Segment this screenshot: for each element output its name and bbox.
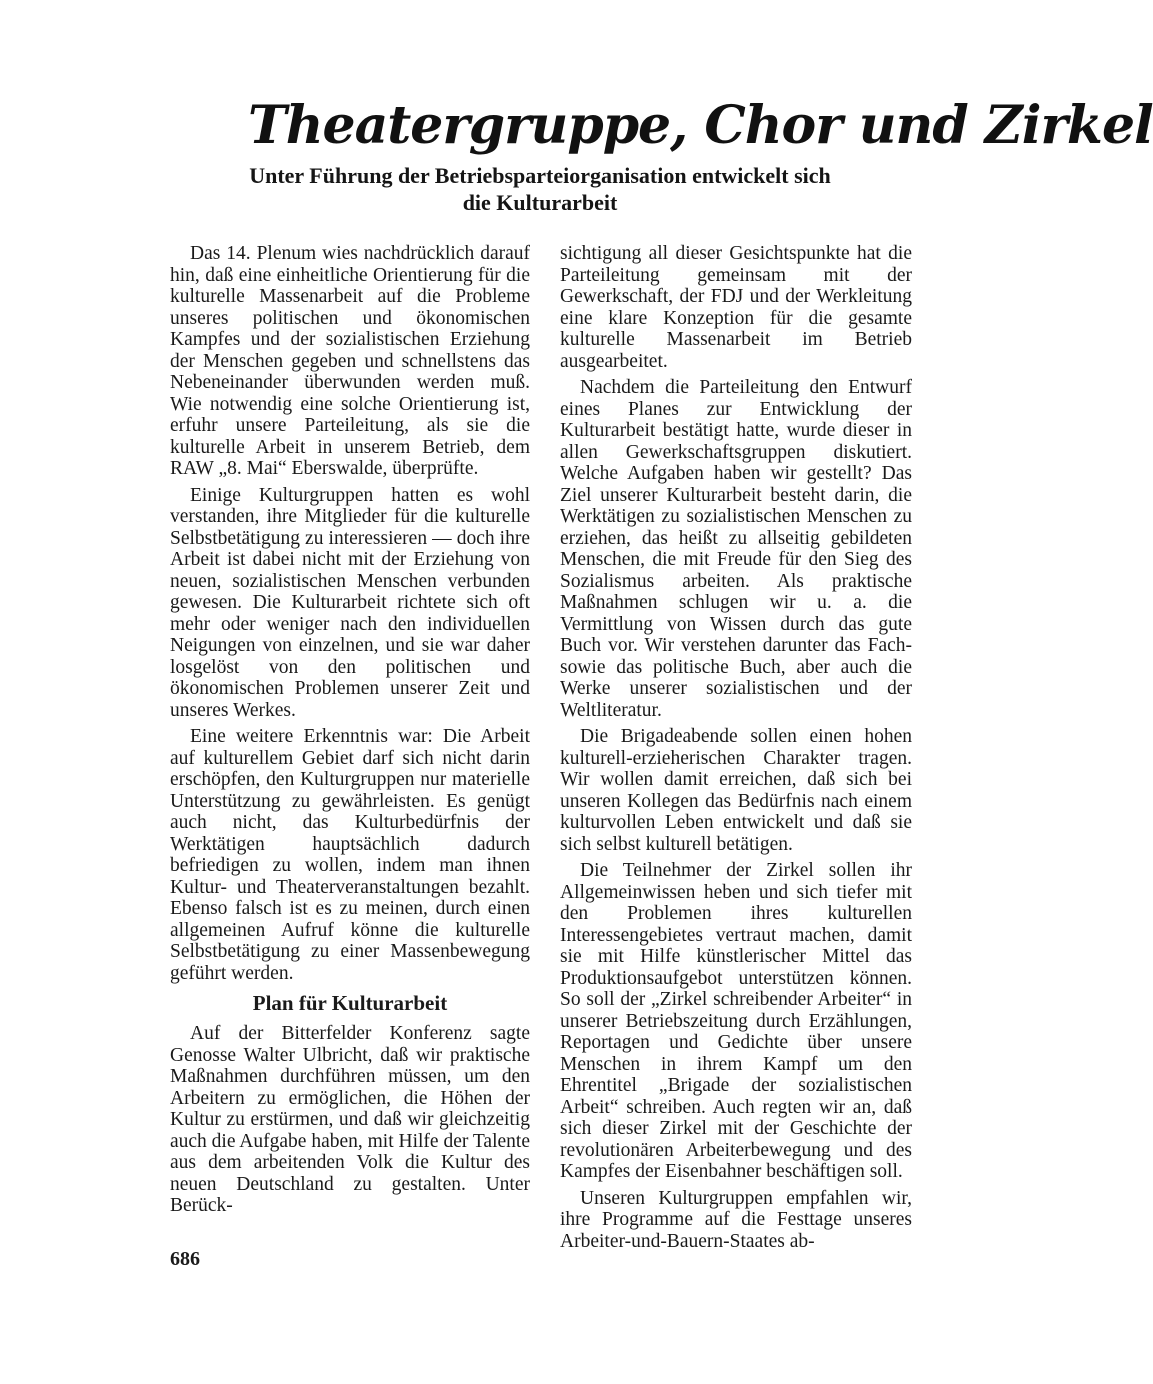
paragraph: Die Teilnehmer der Zirkel sollen ihr Allgemeinwissen heben und sich tiefer mit den Problemen ihres kulturellen Interessengebietes vertraut machen, damit sie mit Hilfe künstlerischer Mittel das Produktionsaufgebot unterstützen können. So soll der „Zirkel schreibender Arbeiter“ in unserer Betriebszeitung durch Erzählungen, Reportagen und Gedichte über unsere Menschen in ihrem Kampf um den Ehrentitel „Brigade der sozialistischen Arbeit“ schreiben. Auch regten wir an, daß sich dieser Zirkel mit der Geschichte der revolutionären Arbeiterbewegung und des Kampfes der Eisenbahner beschäftigen soll. xyxy=(560,860,912,1182)
paragraph: Das 14. Plenum wies nachdrücklich darauf hin, daß eine einheitliche Orientierung für die kulturelle Massenarbeit auf die Probleme unseres politischen und ökonomischen Kampfes und der sozialistischen Erziehung der Menschen gegeben und schnellstens das Nebeneinander überwunden werden muß. Wie notwendig eine solche Orientierung ist, erfuhr unsere Parteileitung, als sie die kulturelle Arbeit in unserem Betrieb, dem RAW „8. Mai“ Eberswalde, überprüfte. xyxy=(170,243,530,479)
paragraph: Die Brigadeabende sollen einen hohen kulturell-erzieherischen Charakter tragen. Wir wollen damit erreichen, daß sich bei unseren Kollegen das Bedürfnis nach einem kulturvollen Leben entwickelt und daß sie sich selbst kulturell betätigen. xyxy=(560,726,912,855)
section-heading: Plan für Kulturarbeit xyxy=(252,991,448,1015)
paragraph: Nachdem die Parteileitung den Entwurf eines Planes zur Entwicklung der Kulturarbeit bestätigt hatte, wurde dieser in allen Gewerkschaftsgruppen diskutiert. Welche Aufgaben haben wir gestellt? Das Ziel unserer Kulturarbeit besteht darin, die Werktätigen zu sozialistischen Menschen zu erziehen, das heißt zu allseitig gebildeten Menschen, die mit Freude für den Sieg des Sozialismus arbeiten. Als praktische Maßnahmen schlugen wir u. a. die Vermittlung von Wissen durch das gute Buch vor. Wir verstehen darunter das Fach- sowie das politische Buch, aber auch die Werke unserer sozialistischen und der Weltliteratur. xyxy=(560,377,912,721)
paragraph: Einige Kulturgruppen hatten es wohl verstanden, ihre Mitglieder für die kulturelle Selbstbetätigung zu interessieren — doch ihre Arbeit ist dabei nicht mit der Erziehung von neuen, sozialistischen Menschen verbunden gewesen. Die Kulturarbeit richtete sich oft mehr oder weniger nach den individuellen Neigungen von einzelnen, und sie war daher losgelöst von den politischen und ökonomischen Problemen unserer Zeit und unseres Werkes. xyxy=(170,484,530,721)
paragraph: Eine weitere Erkenntnis war: Die Arbeit auf kulturellem Gebiet darf sich nicht darin erschöpfen, den Kulturgruppen nur materielle Unterstützung zu gewährleisten. Es genügt auch nicht, das Kulturbedürfnis der Werktätigen hauptsächlich dadurch befriedigen zu wollen, indem man ihnen Kultur- und Theaterveranstaltungen bezahlt. Ebenso falsch ist es zu meinen, durch einen allgemeinen Aufruf könne die kulturelle Selbstbetätigung zu einer Massenbewegung geführt werden. xyxy=(170,726,530,984)
page-number: 686 xyxy=(170,1248,200,1270)
article-headline: Theatergruppe, Chor und Zirkel xyxy=(248,95,1153,156)
paragraph: Auf der Bitterfelder Konferenz sagte Genosse Walter Ulbricht, daß wir praktische Maßnahmen durchführen müssen, um den Arbeitern zu ermöglichen, die Höhen der Kultur zu erstürmen, und daß wir gleichzeitig auch die Aufgabe haben, mit Hilfe der Talente aus dem arbeitenden Volk die Kultur des neuen Deutschland zu gestalten. Unter Berück- xyxy=(170,1023,530,1216)
paragraph: sichtigung all dieser Gesichtspunkte hat die Parteileitung gemeinsam mit der Gewerkschaft, der FDJ und der Werkleitung eine klare Konzeption für die gesamte kulturelle Massenarbeit im Betrieb ausgearbeitet. xyxy=(560,243,912,372)
text-column-left xyxy=(170,243,530,1222)
text-column-right xyxy=(560,243,912,1257)
paragraph: Unseren Kulturgruppen empfahlen wir, ihre Programme auf die Festtage unseres Arbeiter-und-Bauern-Staates ab- xyxy=(560,1187,912,1252)
article-subheadline: Unter Führung der Betriebsparteiorganisation entwickelt sich die Kulturarbeit xyxy=(249,163,831,215)
